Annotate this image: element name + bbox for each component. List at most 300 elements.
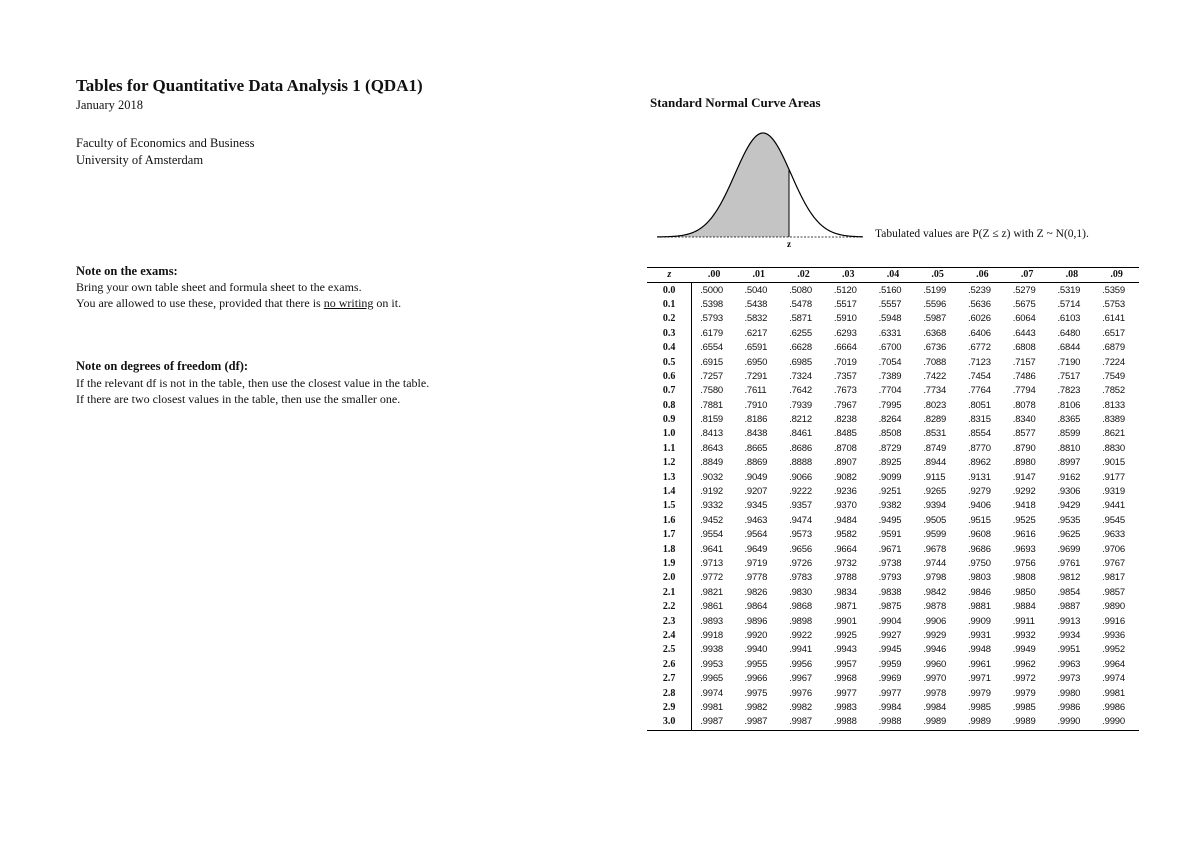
table-cell: .9922 <box>789 629 812 641</box>
table-cell: .9925 <box>833 629 857 641</box>
table-cell: .9826 <box>744 586 768 598</box>
table-cell: .9812 <box>1057 572 1081 584</box>
table-cell: .7486 <box>1012 370 1036 382</box>
table-caption: Tabulated values are P(Z ≤ z) with Z ~ N(0,1). <box>875 228 1089 240</box>
table-cell: .9345 <box>744 500 768 512</box>
table-cell: .9974 <box>700 687 723 699</box>
table-cell: .5438 <box>744 298 768 310</box>
column-header: .01 <box>736 268 781 283</box>
table-cell: .6141 <box>1102 313 1125 325</box>
table-cell: .7357 <box>833 370 857 382</box>
table-cell: .5793 <box>700 313 723 325</box>
table-cell: .9761 <box>1057 558 1081 569</box>
table-cell: .9049 <box>744 471 768 483</box>
table-cell: .5279 <box>1012 284 1036 296</box>
table-row <box>647 571 1139 585</box>
table-cell: .9756 <box>1012 558 1036 569</box>
table-cell: .9938 <box>700 644 723 656</box>
table-cell: .9974 <box>1102 673 1125 685</box>
row-header: 2.6 <box>647 658 692 672</box>
table-cell: .9817 <box>1102 572 1125 584</box>
table-cell: .5948 <box>878 313 902 325</box>
table-cell: .9896 <box>744 615 768 627</box>
table-cell: .7852 <box>1102 385 1125 397</box>
table-cell: .8106 <box>1057 399 1081 411</box>
table-cell: .9821 <box>700 586 723 598</box>
table-cell: .6950 <box>744 356 768 368</box>
table-body <box>647 283 1139 730</box>
row-header: 0.1 <box>647 298 692 312</box>
table-cell: .9616 <box>1012 529 1036 541</box>
table-cell: .8997 <box>1057 457 1081 469</box>
document-title: Tables for Quantitative Data Analysis 1 (QDA1) <box>76 76 423 95</box>
table-cell: .9515 <box>968 514 991 526</box>
table-cell: .8907 <box>833 457 857 469</box>
table-cell: .8485 <box>833 428 857 440</box>
note-exams-line2-pre: You are allowed to use these, provided that there is <box>76 296 324 310</box>
table-cell: .6591 <box>744 342 768 354</box>
table-cell: .9934 <box>1057 629 1081 641</box>
table-cell: .8888 <box>789 457 812 469</box>
table-cell: .8643 <box>700 442 723 454</box>
table-cell: .9965 <box>700 673 723 685</box>
document-date: January 2018 <box>76 98 143 112</box>
table-cell: .9946 <box>923 644 947 656</box>
table-cell: .7764 <box>968 385 991 397</box>
row-header: 2.2 <box>647 600 692 614</box>
table-cell: .5871 <box>789 313 812 325</box>
table-cell: .5753 <box>1102 298 1125 310</box>
row-header: 1.2 <box>647 456 692 470</box>
table-row <box>647 600 1139 614</box>
table-cell: .9236 <box>833 486 857 498</box>
table-cell: .9952 <box>1102 644 1125 656</box>
table-cell: .9878 <box>923 601 947 613</box>
table-cell: .5517 <box>833 298 857 310</box>
table-cell: .9913 <box>1057 615 1081 627</box>
table-cell: .9783 <box>789 572 812 584</box>
table-cell: .9898 <box>789 615 812 627</box>
z-axis-label: z <box>787 239 791 249</box>
table-cell: .9429 <box>1057 500 1081 512</box>
table-cell: .6915 <box>700 356 723 368</box>
table-cell: .5557 <box>878 298 902 310</box>
table-cell: .5675 <box>1012 298 1036 310</box>
table-row <box>647 672 1139 686</box>
row-header: 0.2 <box>647 312 692 326</box>
row-header: 2.5 <box>647 643 692 657</box>
table-cell: .9969 <box>878 673 902 685</box>
table-cell: .9279 <box>968 486 991 498</box>
table-cell: .9474 <box>789 514 812 526</box>
table-cell: .9979 <box>1012 687 1036 699</box>
shaded-area <box>657 133 789 237</box>
table-cell: .9893 <box>700 615 723 627</box>
column-header: .06 <box>960 268 1005 283</box>
row-header: 2.9 <box>647 701 692 715</box>
table-cell: .9960 <box>923 658 947 670</box>
table-cell: .8749 <box>923 442 947 454</box>
table-cell: .7224 <box>1102 356 1125 368</box>
table-cell: .9980 <box>1057 687 1081 699</box>
table-cell: .9066 <box>789 471 812 483</box>
note-df-line2: If there are two closest values in the table, then use the smaller one. <box>76 392 401 406</box>
table-cell: .5120 <box>833 284 857 296</box>
row-header: 2.4 <box>647 629 692 643</box>
table-cell: .9985 <box>1012 701 1036 713</box>
table-cell: .8023 <box>923 399 947 411</box>
table-row <box>647 442 1139 456</box>
table-cell: .9978 <box>923 687 947 699</box>
table-cell: .9871 <box>833 601 857 613</box>
normal-curve-illustration <box>655 125 865 250</box>
table-cell: .8810 <box>1057 442 1081 454</box>
table-row <box>647 298 1139 312</box>
table-cell: .9625 <box>1057 529 1081 541</box>
table-cell: .8708 <box>833 442 857 454</box>
table-cell: .9987 <box>736 715 781 730</box>
table-cell: .9582 <box>833 529 857 541</box>
table-cell: .9916 <box>1102 615 1125 627</box>
table-cell: .9927 <box>878 629 902 641</box>
table-cell: .9971 <box>968 673 991 685</box>
row-header: 3.0 <box>647 715 692 730</box>
column-header: .03 <box>826 268 871 283</box>
row-header: 1.1 <box>647 442 692 456</box>
table-row <box>647 701 1139 715</box>
table-cell: .5040 <box>744 284 768 296</box>
table-cell: .7291 <box>744 370 768 382</box>
table-cell: .9319 <box>1102 486 1125 498</box>
table-cell: .9306 <box>1057 486 1081 498</box>
note-exams-line2-post: on it. <box>373 296 402 310</box>
table-cell: .9846 <box>968 586 991 598</box>
row-header: 1.3 <box>647 470 692 484</box>
table-row <box>647 614 1139 628</box>
table-cell: .9976 <box>789 687 812 699</box>
column-header: .00 <box>692 268 737 283</box>
table-cell: .8621 <box>1102 428 1125 440</box>
table-cell: .9901 <box>833 615 857 627</box>
table-row <box>647 399 1139 413</box>
table-cell: .7422 <box>923 370 947 382</box>
row-header: 1.7 <box>647 528 692 542</box>
table-cell: .7123 <box>968 356 991 368</box>
note-exams-heading: Note on the exams: <box>76 264 178 278</box>
table-cell: .9719 <box>744 558 768 569</box>
table-cell: .9966 <box>744 673 768 685</box>
note-exams-line2 <box>76 296 401 311</box>
table-cell: .9968 <box>833 673 857 685</box>
note-df-heading: Note on degrees of freedom (df): <box>76 359 249 373</box>
table-cell: .6064 <box>1012 313 1036 325</box>
table-cell: .9082 <box>833 471 857 483</box>
table-cell: .5478 <box>789 298 812 310</box>
column-header: .09 <box>1094 268 1139 283</box>
table-cell: .9505 <box>923 514 947 526</box>
table-row <box>647 327 1139 341</box>
table-cell: .9987 <box>781 715 826 730</box>
table-cell: .9608 <box>968 529 991 541</box>
table-cell: .7995 <box>878 399 902 411</box>
table-cell: .6406 <box>968 327 991 339</box>
table-cell: .9525 <box>1012 514 1036 526</box>
table-header-row <box>647 268 1139 283</box>
row-header: 0.0 <box>647 283 692 298</box>
table-row <box>647 542 1139 556</box>
row-header: 0.5 <box>647 355 692 369</box>
table-cell: .5160 <box>878 284 902 296</box>
table-cell: .9961 <box>968 658 991 670</box>
table-cell: .8365 <box>1057 414 1081 426</box>
table-cell: .9808 <box>1012 572 1036 584</box>
table-cell: .9887 <box>1057 601 1081 613</box>
table-row <box>647 715 1139 730</box>
table-cell: .8944 <box>923 457 947 469</box>
table-cell: .7324 <box>789 370 812 382</box>
table-cell: .9641 <box>700 543 723 555</box>
row-header: 0.8 <box>647 399 692 413</box>
column-header: .05 <box>915 268 960 283</box>
table-cell: .8770 <box>968 442 991 454</box>
table-cell: .6217 <box>744 327 768 339</box>
row-header: 0.9 <box>647 413 692 427</box>
table-cell: .9545 <box>1102 514 1125 526</box>
table-cell: .8051 <box>968 399 991 411</box>
table-cell: .9803 <box>968 572 991 584</box>
table-cell: .9744 <box>923 558 947 569</box>
table-cell: .8238 <box>833 414 857 426</box>
table-cell: .9956 <box>789 658 812 670</box>
table-cell: .9838 <box>878 586 902 598</box>
table-cell: .8830 <box>1102 442 1125 454</box>
table-cell: .7157 <box>1012 356 1036 368</box>
table-cell: .9985 <box>968 701 991 713</box>
table-cell: .9868 <box>789 601 812 613</box>
table-cell: .7704 <box>878 385 902 397</box>
table-cell: .6879 <box>1102 342 1125 354</box>
table-cell: .9977 <box>878 687 902 699</box>
table-cell: .8980 <box>1012 457 1036 469</box>
row-header: 1.6 <box>647 514 692 528</box>
table-row <box>647 283 1139 298</box>
table-cell: .6331 <box>878 327 902 339</box>
table-cell: .7389 <box>878 370 902 382</box>
table-heading: Standard Normal Curve Areas <box>650 95 821 110</box>
table-cell: .9931 <box>968 629 991 641</box>
table-cell: .5596 <box>923 298 947 310</box>
table-cell: .9726 <box>789 558 812 569</box>
table-cell: .7642 <box>789 385 812 397</box>
row-header: 0.6 <box>647 370 692 384</box>
table-cell: .9834 <box>833 586 857 598</box>
table-cell: .9977 <box>833 687 857 699</box>
table-cell: .6103 <box>1057 313 1081 325</box>
table-cell: .8186 <box>744 414 768 426</box>
table-cell: .9686 <box>968 543 991 555</box>
table-cell: .5398 <box>700 298 723 310</box>
table-cell: .9932 <box>1012 629 1036 641</box>
faculty-name: Faculty of Economics and Business <box>76 136 255 150</box>
table-cell: .7910 <box>744 399 768 411</box>
table-cell: .7454 <box>968 370 991 382</box>
table-cell: .9953 <box>700 658 723 670</box>
table-cell: .8849 <box>700 457 723 469</box>
table-cell: .7019 <box>833 356 857 368</box>
table-cell: .9656 <box>789 543 812 555</box>
row-header: 2.3 <box>647 614 692 628</box>
table-cell: .5714 <box>1057 298 1081 310</box>
table-cell: .9945 <box>878 644 902 656</box>
table-cell: .6985 <box>789 356 812 368</box>
table-cell: .8461 <box>789 428 812 440</box>
table-cell: .9564 <box>744 529 768 541</box>
table-cell: .9332 <box>700 500 723 512</box>
table-cell: .7257 <box>700 370 723 382</box>
table-cell: .9929 <box>923 629 947 641</box>
table-cell: .8531 <box>923 428 947 440</box>
table-cell: .9989 <box>915 715 960 730</box>
table-cell: .7673 <box>833 385 857 397</box>
table-cell: .8665 <box>744 442 768 454</box>
table-cell: .5080 <box>789 284 812 296</box>
row-header: 2.8 <box>647 686 692 700</box>
table-row <box>647 557 1139 571</box>
table-cell: .5359 <box>1102 284 1125 296</box>
table-cell: .9920 <box>744 629 768 641</box>
table-cell: .9370 <box>833 500 857 512</box>
table-cell: .8577 <box>1012 428 1036 440</box>
table-cell: .7190 <box>1057 356 1081 368</box>
table-cell: .9357 <box>789 500 812 512</box>
column-header: .07 <box>1005 268 1050 283</box>
row-header: 1.4 <box>647 485 692 499</box>
table-row <box>647 686 1139 700</box>
table-cell: .9884 <box>1012 601 1036 613</box>
table-cell: .9788 <box>833 572 857 584</box>
university-name: University of Amsterdam <box>76 153 204 167</box>
table-cell: .8869 <box>744 457 768 469</box>
table-cell: .9573 <box>789 529 812 541</box>
note-df-line1: If the relevant df is not in the table, then use the closest value in the table. <box>76 376 430 390</box>
table-cell: .9292 <box>1012 486 1036 498</box>
table-cell: .9984 <box>923 701 947 713</box>
table-cell: .9750 <box>968 558 991 569</box>
table-cell: .8133 <box>1102 399 1125 411</box>
table-cell: .9177 <box>1102 471 1125 483</box>
table-cell: .9943 <box>833 644 857 656</box>
table-cell: .9678 <box>923 543 947 555</box>
table-cell: .6664 <box>833 342 857 354</box>
table-cell: .9955 <box>744 658 768 670</box>
table-row <box>647 586 1139 600</box>
table-cell: .9738 <box>878 558 902 569</box>
table-cell: .9986 <box>1057 701 1081 713</box>
column-header-z: z <box>647 268 692 283</box>
table-row <box>647 355 1139 369</box>
table-cell: .9986 <box>1102 701 1125 713</box>
table-cell: .9591 <box>878 529 902 541</box>
table-cell: .9032 <box>700 471 723 483</box>
table-cell: .9970 <box>923 673 947 685</box>
table-cell: .9881 <box>968 601 991 613</box>
table-cell: .9984 <box>878 701 902 713</box>
table-cell: .9222 <box>789 486 812 498</box>
table-cell: .8686 <box>789 442 812 454</box>
table-cell: .5000 <box>700 284 723 296</box>
table-cell: .9906 <box>923 615 947 627</box>
table-cell: .9535 <box>1057 514 1081 526</box>
table-row <box>647 413 1139 427</box>
table-cell: .8315 <box>968 414 991 426</box>
table-cell: .9767 <box>1102 558 1125 569</box>
table-cell: .9963 <box>1057 658 1081 670</box>
table-cell: .9664 <box>833 543 857 555</box>
table-cell: .9732 <box>833 558 857 569</box>
table-cell: .9793 <box>878 572 902 584</box>
table-cell: .8508 <box>878 428 902 440</box>
table-cell: .5910 <box>833 313 857 325</box>
table-cell: .9967 <box>789 673 812 685</box>
table-cell: .9982 <box>789 701 812 713</box>
table-cell: .8790 <box>1012 442 1036 454</box>
table-cell: .9918 <box>700 629 723 641</box>
table-cell: .9633 <box>1102 529 1125 541</box>
table-cell: .9452 <box>700 514 723 526</box>
table-cell: .9973 <box>1057 673 1081 685</box>
table-cell: .8078 <box>1012 399 1036 411</box>
table-cell: .8554 <box>968 428 991 440</box>
table-cell: .9989 <box>1005 715 1050 730</box>
table-cell: .7517 <box>1057 370 1081 382</box>
table-cell: .7088 <box>923 356 947 368</box>
table-cell: .6026 <box>968 313 991 325</box>
table-cell: .9857 <box>1102 586 1125 598</box>
note-exams-line1: Bring your own table sheet and formula sheet to the exams. <box>76 280 362 294</box>
row-header: 0.7 <box>647 384 692 398</box>
table-row <box>647 456 1139 470</box>
table-row <box>647 499 1139 513</box>
table-cell: .5832 <box>744 313 768 325</box>
table-cell: .8389 <box>1102 414 1125 426</box>
table-cell: .9990 <box>1094 715 1139 730</box>
table-cell: .8212 <box>789 414 812 426</box>
table-cell: .9890 <box>1102 601 1125 613</box>
table-cell: .9671 <box>878 543 902 555</box>
table-cell: .9207 <box>744 486 768 498</box>
no-writing-emphasis: no writing <box>323 296 374 310</box>
table-cell: .9798 <box>923 572 947 584</box>
table-row <box>647 470 1139 484</box>
table-cell: .6628 <box>789 342 812 354</box>
table-cell: .9940 <box>744 644 768 656</box>
table-cell: .9964 <box>1102 658 1125 670</box>
table-cell: .9778 <box>744 572 768 584</box>
table-cell: .9115 <box>923 471 946 483</box>
table-cell: .8729 <box>878 442 902 454</box>
table-cell: .6554 <box>700 342 723 354</box>
row-header: 2.7 <box>647 672 692 686</box>
table-row <box>647 312 1139 326</box>
table-cell: .9015 <box>1102 457 1125 469</box>
column-header: .04 <box>871 268 916 283</box>
table-cell: .8962 <box>968 457 991 469</box>
table-row <box>647 629 1139 643</box>
column-header: .02 <box>781 268 826 283</box>
table-cell: .9864 <box>744 601 768 613</box>
table-row <box>647 370 1139 384</box>
row-header: 0.3 <box>647 327 692 341</box>
